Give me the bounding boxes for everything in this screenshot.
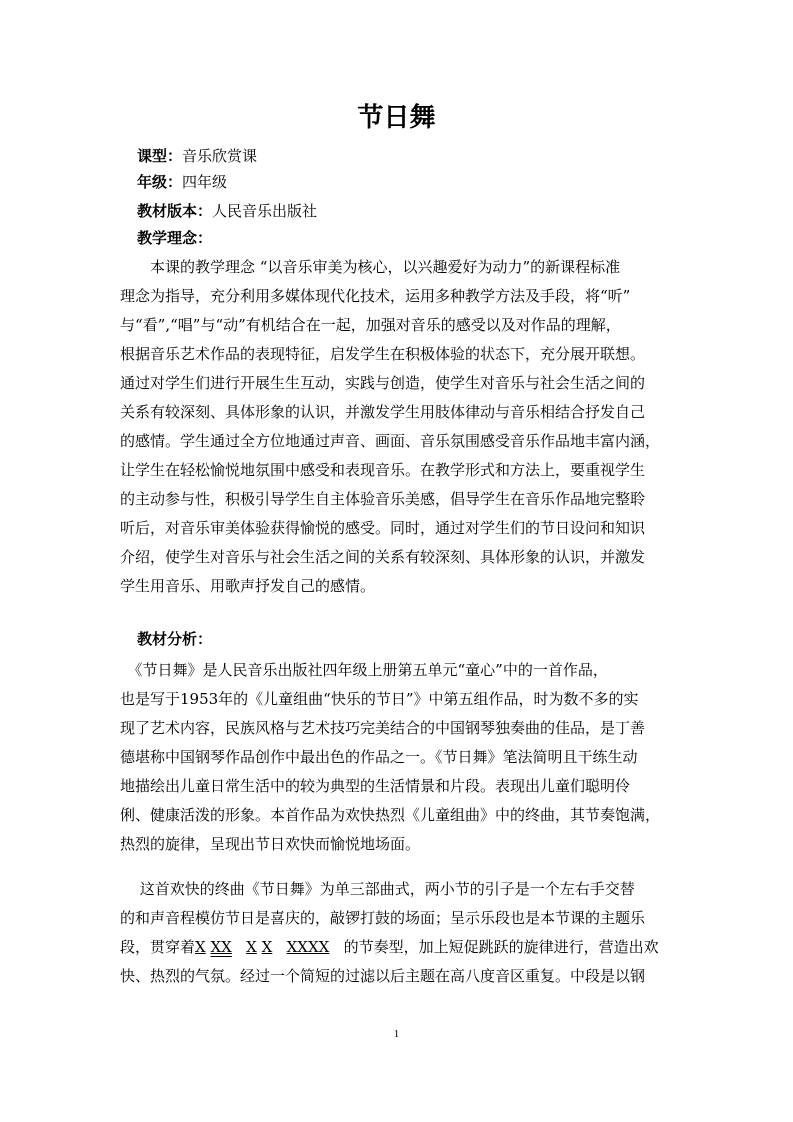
rhythm-line-before: 段，贯穿着 xyxy=(120,938,196,956)
paragraph-line: 理念为指导，充分利用多媒体现代化技术，运用多种教学方法及手段，将“听” xyxy=(120,287,631,305)
paragraph-line: 根据音乐艺术作品的表现特征，启发学生在积极体验的状态下，充分展开联想。 xyxy=(120,345,646,363)
lesson-type-label: 课型： xyxy=(137,147,183,165)
paragraph-line: 德堪称中国钢琴作品创作中最出色的作品之一。《节日舞》笔法简明且干练生动 xyxy=(120,748,638,766)
concept-label: 教学理念： xyxy=(137,229,213,247)
paragraph-line: 让学生在轻松愉悦地氛围中感受和表现音乐。在教学形式和方法上，要重视学生 xyxy=(120,461,646,479)
analysis-heading-row xyxy=(137,626,212,652)
paragraph-line: 通过对学生们进行开展生生互动，实践与创造，使学生对音乐与社会生活之间的 xyxy=(120,374,646,392)
paragraph-line: 本课的教学理念 “以音乐审美为核心，以兴趣爱好为动力”的新课程标准 xyxy=(120,258,621,276)
paragraph-line: 与“看”,“唱”与“动”有机结合在一起，加强对音乐的感受以及对作品的理解， xyxy=(120,316,621,334)
rhythm-note-x: X xyxy=(246,938,257,956)
paragraph-line: 快、热烈的气氛。经过一个简短的过滤以后主题在高八度音区重复。中段是以钢 xyxy=(120,967,646,985)
rhythm-note-xx: XX xyxy=(210,938,232,956)
analysis-paragraph xyxy=(120,656,680,859)
paragraph-line: 这首欢快的终曲《节日舞》为单三部曲式，两小节的引子是一个左右手交替 xyxy=(120,880,635,898)
paragraph-line: 现了艺术内容，民族风格与艺术技巧完美结合的中国钢琴独奏曲的佳品，是丁善 xyxy=(120,719,646,737)
edition-label: 教材版本： xyxy=(137,202,213,220)
paragraph-line: 热烈的旋律，呈现出节日欢快而愉悦地场面。 xyxy=(120,835,421,853)
edition-row xyxy=(137,198,317,224)
page-title: 节日舞 xyxy=(357,103,436,133)
lesson-type-row xyxy=(137,143,257,169)
concept-heading-row xyxy=(137,225,212,251)
paragraph-line: 的主动参与性，积极引导学生自主体验音乐美感，倡导学生在音乐作品地完整聆 xyxy=(120,490,646,508)
page-number: 1 xyxy=(393,1028,400,1040)
paragraph-line: 关系有较深刻、具体形象的认识，并激发学生用肢体律动与音乐相结合抒发自己 xyxy=(120,403,646,421)
form-paragraph xyxy=(120,875,680,991)
rhythm-note-x: X xyxy=(195,938,206,956)
paragraph-line: 地描绘出儿童日常生活中的较为典型的生活情景和片段。表现出儿童们聪明伶 xyxy=(120,777,631,795)
analysis-label: 教材分析： xyxy=(137,630,213,648)
rhythm-note-x: X xyxy=(261,938,273,956)
rhythm-line xyxy=(120,933,680,962)
grade-value: 四年级 xyxy=(182,173,228,191)
paragraph-line: 听后，对音乐审美体验获得愉悦的感受。同时，通过对学生们的节日设问和知识 xyxy=(120,519,646,537)
paragraph-line: 《节日舞》是人民音乐出版社四年级上册第五单元“童心”中的一首作品， xyxy=(120,661,608,679)
edition-value: 人民音乐出版社 xyxy=(212,202,318,220)
paragraph-line: 俐、健康活泼的形象。本首作品为欢快热烈《儿童组曲》中的终曲，其节奏饱满， xyxy=(120,806,661,824)
rhythm-line-after: 的节奏型，加上短促跳跃的旋律进行，营造出欢 xyxy=(343,938,659,956)
lesson-type-value: 音乐欣赏课 xyxy=(182,147,258,165)
grade-row xyxy=(137,169,227,195)
paragraph-line: 介绍，使学生对音乐与社会生活之间的关系有较深刻、具体形象的认识，并激发 xyxy=(120,548,646,566)
paragraph-line: 学生用音乐、用歌声抒发自己的感情。 xyxy=(120,577,376,595)
concept-paragraph xyxy=(120,253,680,601)
paragraph-line: 的和声音程模仿节日是喜庆的，敲锣打鼓的场面；呈示乐段也是本节课的主题乐 xyxy=(120,909,646,927)
rhythm-note-xxxx: XXXX xyxy=(286,938,330,956)
paragraph-line: 的感情。学生通过全方位地通过声音、画面、音乐氛围感受音乐作品地丰富内涵， xyxy=(120,432,661,450)
grade-label: 年级： xyxy=(137,173,183,191)
paragraph-line: 也是写于1953年的《儿童组曲“快乐的节日”》中第五组作品，时为数不多的实 xyxy=(120,690,639,708)
